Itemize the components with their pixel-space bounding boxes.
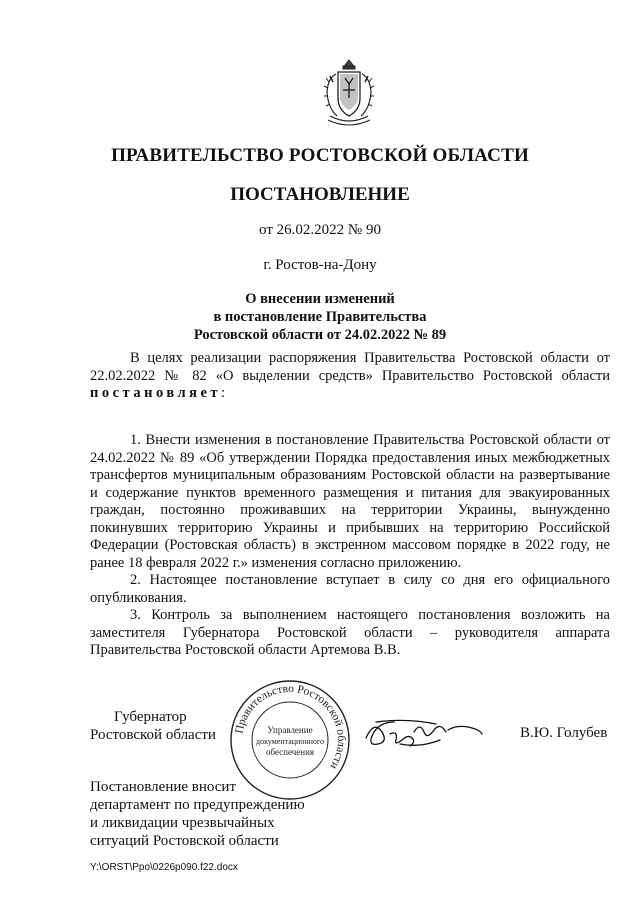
stamp-inner-line: Управление bbox=[267, 725, 313, 735]
decree-item: 3. Контроль за выполнением настоящего постановления возложить на заместителя Губернатора Ростовской области – руководителя аппарата Правительства Ростовской области Артемова В.В. bbox=[90, 607, 610, 658]
signatory-title-line: Ростовской области bbox=[90, 727, 216, 743]
decree-item: 2. Настоящее постановление вступает в силу со дня его официального опубликования. bbox=[90, 572, 610, 606]
document-type-title: ПОСТАНОВЛЕНИЕ bbox=[230, 184, 410, 205]
intro-paragraph bbox=[90, 350, 610, 403]
signatory-name: В.Ю. Голубев bbox=[520, 725, 608, 741]
stamp-inner-line: обеспечения bbox=[265, 747, 315, 757]
introduced-by-line: департамент по предупреждению bbox=[90, 797, 305, 813]
subject-line: в постановление Правительства bbox=[213, 309, 427, 325]
decree-item: 1. Внести изменения в постановление Правительства Ростовской области от 24.02.2022 № 89 «Об утверждении Порядка предоставления иных межбюджетных трансфертов муниципальным образованиям Ростовской области на развертывание и содержание пунктов временного размещения и питания для эвакуированных граждан, постоянно проживавших на территории Украины, вынужденно покинувших территорию Украины и прибывших на территорию Российской Федерации (Ростовская область) в экстренном массовом порядке в 2022 году, не ранее 18 февраля 2022 г.» изменения согласно приложению. bbox=[90, 432, 610, 571]
introduced-by-line: ситуаций Ростовской области bbox=[90, 833, 279, 849]
introduced-by-line: и ликвидации чрезвычайных bbox=[90, 815, 275, 831]
introduced-by-line: Постановление вносит bbox=[90, 779, 237, 795]
intro-text: В целях реализации распоряжения Правительства Ростовской области от 22.02.2022 № 82 «О выделении средств» Правительство Ростовской области bbox=[90, 350, 610, 384]
subject-line: О внесении изменений bbox=[245, 291, 395, 307]
decree-word: постановляет bbox=[90, 385, 222, 401]
document-subject bbox=[0, 290, 640, 344]
organization-title: ПРАВИТЕЛЬСТВО РОСТОВСКОЙ ОБЛАСТИ bbox=[111, 145, 529, 166]
decree-items bbox=[90, 432, 610, 660]
subject-line: Ростовской области от 24.02.2022 № 89 bbox=[193, 327, 447, 343]
document-city: г. Ростов-на-Дону bbox=[263, 257, 377, 273]
intro-end: : bbox=[221, 385, 226, 401]
handwritten-signature bbox=[360, 712, 485, 750]
coat-of-arms-icon bbox=[318, 56, 380, 128]
footer-file-path: Y:\ORST\Ppo\0226p090.f22.docx bbox=[90, 862, 238, 873]
document-dateline: от 26.02.2022 № 90 bbox=[259, 222, 381, 238]
stamp-inner-line: документационного bbox=[256, 737, 324, 746]
introduced-by-block bbox=[90, 778, 305, 850]
stamp-ring-text: Правительство Ростовской области bbox=[233, 682, 348, 772]
signatory-title-line: Губернатор bbox=[114, 709, 187, 725]
signatory-title bbox=[90, 708, 216, 744]
